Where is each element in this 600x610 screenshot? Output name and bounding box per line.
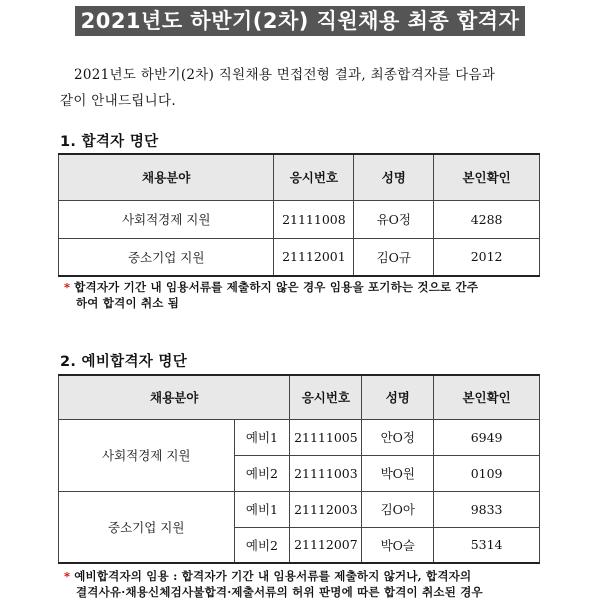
note-line-1: 예비합격자의 임용 : 합격자가 기간 내 임용서류를 제출하지 않거나, 합격자의: [74, 569, 472, 583]
cell-verification: 9833: [434, 491, 540, 527]
intro-line-2: 같이 안내드립니다.: [60, 93, 176, 109]
cell-rank: 예비1: [234, 419, 290, 455]
header-field: 채용분야: [59, 375, 290, 419]
cell-exam-number: 21111008: [274, 200, 354, 238]
cell-rank: 예비1: [234, 491, 290, 527]
section1-note: [64, 279, 544, 311]
cell-verification: 0109: [434, 455, 540, 491]
cell-name: 박O원: [362, 455, 434, 491]
header-exam-number: 응시번호: [274, 154, 354, 200]
table-row: [59, 419, 540, 455]
note-marker: *: [64, 569, 71, 583]
cell-verification: 4288: [434, 200, 540, 238]
cell-exam-number: 21112003: [290, 491, 362, 527]
table-header-row: [59, 154, 540, 200]
note-marker: *: [64, 280, 71, 294]
cell-verification: 2012: [434, 238, 540, 276]
header-exam-number: 응시번호: [290, 375, 362, 419]
table-row: [59, 238, 540, 276]
table-header-row: [59, 375, 540, 419]
cell-field: 중소기업 지원: [59, 238, 274, 276]
cell-exam-number: 21111003: [290, 455, 362, 491]
cell-name: 안O정: [362, 419, 434, 455]
cell-field: 사회적경제 지원: [59, 200, 274, 238]
cell-name: 김O아: [362, 491, 434, 527]
cell-field: 사회적경제 지원: [59, 419, 235, 491]
intro-line-1: 2021년도 하반기(2차) 직원채용 면접전형 결과, 최종합격자를 다음과: [74, 67, 496, 83]
reserve-applicants-table: [58, 374, 540, 564]
header-name: 성명: [354, 154, 434, 200]
cell-field: 중소기업 지원: [59, 491, 235, 563]
header-verification: 본인확인: [434, 375, 540, 419]
table-row: [59, 491, 540, 527]
cell-name: 유O정: [354, 200, 434, 238]
cell-rank: 예비2: [234, 455, 290, 491]
cell-exam-number: 21112007: [290, 527, 362, 563]
title-wrap: [0, 6, 600, 36]
note-line-2: 결격사유·채용신체검사불합격·제출서류의 허위 판명에 따른 합격이 취소된 경우: [76, 585, 483, 599]
section1-heading: 1. 합격자 명단: [60, 134, 159, 150]
header-field: 채용분야: [59, 154, 274, 200]
cell-exam-number: 21111005: [290, 419, 362, 455]
table-row: [59, 200, 540, 238]
cell-name: 박O슬: [362, 527, 434, 563]
cell-exam-number: 21112001: [274, 238, 354, 276]
final-applicants-table: [58, 153, 540, 277]
header-verification: 본인확인: [434, 154, 540, 200]
cell-verification: 5314: [434, 527, 540, 563]
header-name: 성명: [362, 375, 434, 419]
note-line-1: 합격자가 기간 내 임용서류를 제출하지 않은 경우 임용을 포기하는 것으로 간주: [74, 280, 479, 294]
note-line-2: 하여 합격이 취소 됨: [76, 296, 180, 310]
page-title: 2021년도 하반기(2차) 직원채용 최종 합격자: [75, 6, 526, 36]
cell-name: 김O규: [354, 238, 434, 276]
section2-heading: 2. 예비합격자 명단: [60, 354, 188, 370]
intro-paragraph: [60, 62, 560, 114]
section2-note: [64, 568, 544, 600]
cell-verification: 6949: [434, 419, 540, 455]
cell-rank: 예비2: [234, 527, 290, 563]
